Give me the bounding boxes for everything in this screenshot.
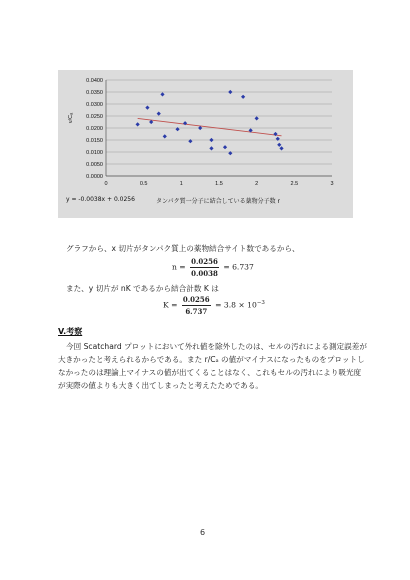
data-point (145, 106, 149, 110)
discussion-line-1: 今回 Scatchard プロットにおいて外れ値を除外したのは、セルの汚れによる測定誤差が (66, 342, 367, 351)
trendline-equation: y = -0.0038x + 0.0256 (66, 196, 135, 203)
x-tick-label: 0.5 (139, 181, 148, 187)
y-tick-label: 0.0150 (86, 138, 103, 144)
formula-k-numerator: 0.0256 (182, 295, 210, 304)
x-tick-label: 3 (330, 181, 334, 187)
y-tick-label: 0.0250 (86, 114, 103, 120)
formula-n (172, 257, 254, 278)
formula-k-exponent: −3 (256, 299, 265, 306)
data-point (255, 116, 259, 120)
paragraph-k-intro: また、y 切片が nK であるから結合計数 K は (66, 284, 219, 293)
data-point (209, 138, 213, 142)
x-tick-label: 2 (255, 181, 259, 187)
formula-n-lhs: n = (172, 262, 186, 272)
trendline (138, 118, 282, 135)
formula-k-denominator: 6.737 (185, 307, 208, 316)
section-heading: V.考察 (58, 327, 83, 336)
discussion-line-3: なかったのは理論上マイナスの値が出てくることはなく、これもセルの汚れにより吸光度 (58, 368, 362, 377)
formula-n-numerator: 0.0256 (191, 257, 218, 266)
y-tick-label: 0.0300 (86, 102, 103, 108)
y-tick-label: 0.0000 (86, 174, 103, 180)
discussion-line-4: が実際の値よりも大きく出てしまったと考えたためである。 (58, 381, 264, 390)
formula-n-rhs: = 6.737 (223, 262, 254, 272)
formula-n-fraction (190, 257, 219, 278)
formula-k-rhs: = 3.8 × 10 (215, 300, 257, 310)
x-tick-label: 1 (179, 181, 183, 187)
data-point (241, 95, 245, 99)
formula-n-denominator: 0.0038 (191, 269, 218, 278)
data-point (136, 122, 140, 126)
data-point (157, 112, 161, 116)
x-tick-label: 2.5 (290, 181, 299, 187)
y-tick-label: 0.0100 (86, 150, 103, 156)
y-tick-label: 0.0050 (86, 162, 103, 168)
data-point (163, 134, 167, 138)
y-tick-label: 0.0400 (86, 78, 103, 84)
y-tick-label: 0.0200 (86, 126, 103, 132)
x-tick-label: 0 (104, 181, 108, 187)
chart-caption (58, 193, 353, 207)
x-axis-label: タンパク質一分子に結合している薬物分子数 r (156, 198, 280, 205)
data-point (228, 90, 232, 94)
y-tick-label: 0.0350 (86, 90, 103, 96)
data-point (209, 146, 213, 150)
formula-k (163, 295, 265, 316)
paragraph-intercept: グラフから、x 切片がタンパク質上の薬物結合サイト数であるから、 (66, 244, 300, 253)
data-point (277, 143, 281, 147)
formula-k-fraction (182, 295, 211, 316)
data-point (223, 145, 227, 149)
data-point (279, 146, 283, 150)
page-number: 6 (200, 528, 206, 537)
discussion-line-2: 大きかったと考えられるからである。また r/Cₐ の値がマイナスになったものをプロットし (58, 355, 365, 364)
x-tick-label: 1.5 (215, 181, 223, 187)
formula-k-lhs: K = (163, 300, 178, 310)
data-point (160, 92, 164, 96)
y-axis-label: ν/Cₐ (68, 112, 74, 124)
